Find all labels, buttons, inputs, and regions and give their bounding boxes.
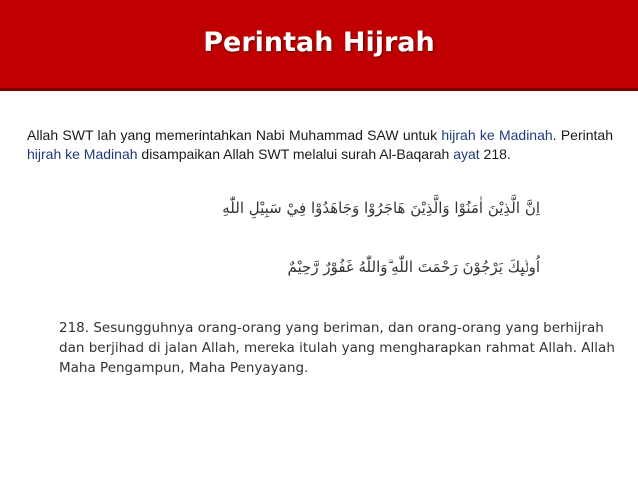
title-bar — [0, 0, 638, 90]
intro-paragraph — [27, 126, 613, 164]
highlight-ayat: ayat — [453, 146, 480, 162]
title-divider — [0, 88, 638, 91]
paragraph-text: . Perintah — [552, 127, 613, 143]
slide-title: Perintah Hijrah — [203, 26, 435, 58]
paragraph-text: 218. — [479, 146, 511, 162]
arabic-verse-line-2: اُولٰۤىِٕكَ يَرْجُوْنَ رَحْمَتَ اللّٰهِ ۗوَاللّٰهُ غَفُوْرٌ رَّحِيْمٌ — [287, 258, 540, 276]
paragraph-text: disampaikan Allah SWT melalui surah Al-Baqarah — [137, 146, 454, 162]
highlight-hijrah-madinah-2: hijrah ke Madinah — [27, 146, 138, 162]
verse-translation: 218. Sesungguhnya orang-orang yang beriman, dan orang-orang yang berhijrah dan berjihad di jalan Allah, mereka itulah yang mengharapkan rahmat Allah. Allah Maha Pengampun, Maha Penyayang. — [59, 320, 615, 376]
arabic-verse-line-1: اِنَّ الَّذِيْنَ اٰمَنُوْا وَالَّذِيْنَ هَاجَرُوْا وَجَاهَدُوْا فِيْ سَبِيْلِ اللّٰهِ — [222, 199, 540, 217]
highlight-hijrah-madinah-1: hijrah ke Madinah — [441, 127, 553, 143]
paragraph-text: Allah SWT lah yang memerintahkan Nabi Muhammad SAW untuk — [27, 127, 442, 143]
